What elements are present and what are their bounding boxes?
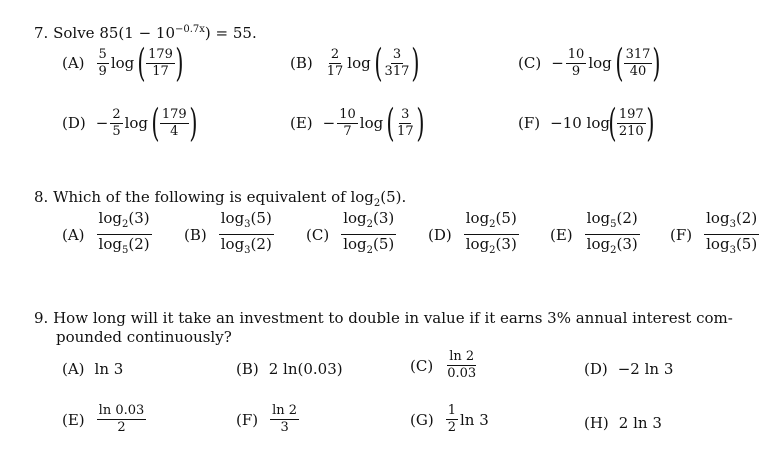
question-text-line2: pounded continuously? <box>56 328 232 346</box>
option-text: −2 ln 3 <box>617 360 674 378</box>
q7-option-a[interactable]: (A) $\frac{5}{9}$ log ( $\frac{179}{17}$ ) <box>62 41 184 85</box>
log-ratio: $\frac{\log_2(3)}{\log_5(2)}$ <box>98 209 150 256</box>
option-label: (B) <box>184 225 207 244</box>
q9-option-c[interactable] <box>410 350 480 381</box>
q9-option-d[interactable] <box>584 360 673 378</box>
sign: − <box>322 114 336 132</box>
option-text: ln 3 <box>459 410 489 429</box>
q7-option-f[interactable]: (F) −10 log ( $\frac{197}{210}$ ) <box>518 101 655 145</box>
log-ratio: $\frac{\log_3(2)}{\log_3(5)}$ <box>706 209 758 256</box>
log-ratio: $\frac{\log_3(5)}{\log_3(2)}$ <box>220 209 272 256</box>
option-label: (B) <box>290 54 313 72</box>
question-text: Which of the following is equivalent of log <box>53 188 374 206</box>
question-tail: (5). <box>380 188 407 206</box>
log-fn: log <box>359 114 384 132</box>
option-text: 2 ln(0.03) <box>268 360 343 378</box>
log-fn: log <box>588 54 612 72</box>
q8-option-f[interactable] <box>670 210 761 259</box>
option-label: (G) <box>410 410 434 429</box>
option-label: (D) <box>428 225 452 244</box>
option-label: (A) <box>62 54 85 72</box>
coefficient-fraction: $\frac{2}{5}$ <box>112 106 121 139</box>
argument-fraction: $\frac{179}{17}$ <box>148 46 173 79</box>
question-number: 8. <box>34 188 49 206</box>
coefficient-fraction: $\frac{2}{17}$ <box>326 46 344 79</box>
argument-fraction: $\frac{3}{317}$ <box>384 46 410 79</box>
log-fn: log <box>110 54 135 72</box>
argument-fraction: $\frac{197}{210}$ <box>618 106 644 139</box>
q9-option-h[interactable] <box>584 414 662 432</box>
sign: − <box>551 54 564 72</box>
option-label: (F) <box>236 410 259 429</box>
option-label: (C) <box>518 54 542 72</box>
log-ratio: $\frac{\log_2(5)}{\log_2(3)}$ <box>465 209 517 256</box>
question-text: Solve 85(1 − 10 <box>53 24 175 42</box>
argument-fraction: $\frac{3}{17}$ <box>397 106 414 139</box>
option-label: (D) <box>584 360 608 378</box>
option-label: (C) <box>410 356 434 375</box>
coefficient: −10 log <box>550 114 610 132</box>
log-ratio: $\frac{\log_2(3)}{\log_2(5)}$ <box>343 209 395 256</box>
q7-option-c[interactable]: (C) − $\frac{10}{9}$ log ( $\frac{317}{40}$ ) <box>518 41 661 85</box>
coefficient-fraction: $\frac{10}{9}$ <box>567 46 585 79</box>
option-fraction: $\frac{\ln 0.03}{2}$ <box>98 403 145 435</box>
question-tail: ) = 55. <box>204 24 257 42</box>
q9-option-g[interactable] <box>410 404 489 435</box>
q9-option-b[interactable] <box>236 360 343 378</box>
coefficient-fraction: $\frac{5}{9}$ <box>98 46 107 79</box>
argument-fraction: $\frac{317}{40}$ <box>625 46 651 79</box>
option-label: (H) <box>584 414 609 432</box>
option-fraction: $\frac{\ln 2}{3}$ <box>272 403 298 435</box>
argument-fraction: $\frac{179}{4}$ <box>161 106 187 139</box>
log-fn: log <box>124 114 149 132</box>
option-label: (D) <box>62 114 86 132</box>
q7-option-d[interactable]: (D) − $\frac{2}{5}$ log ( $\frac{179}{4}$ ) <box>62 101 198 145</box>
option-label: (A) <box>62 225 85 244</box>
option-label: (C) <box>306 225 330 244</box>
option-text: 2 ln 3 <box>618 414 662 432</box>
option-label: (E) <box>290 114 313 132</box>
question-7 <box>34 20 257 43</box>
q9-option-e[interactable] <box>62 404 148 435</box>
question-number: 9. <box>34 309 49 327</box>
log-fn: log <box>347 54 371 72</box>
option-fraction: $\frac{1}{2}$ <box>447 403 456 435</box>
sign: − <box>95 114 109 132</box>
q9-option-a[interactable] <box>62 360 123 378</box>
question-9 <box>34 309 733 328</box>
option-label: (E) <box>550 225 573 244</box>
q8-option-d[interactable] <box>428 210 521 259</box>
q8-option-a[interactable] <box>62 210 154 259</box>
q7-option-e[interactable]: (E) − $\frac{10}{7}$ log ( $\frac{3}{17}$ ) <box>290 101 425 145</box>
q9-option-f[interactable] <box>236 404 301 435</box>
log-base: 2 <box>373 198 381 209</box>
option-label: (F) <box>518 114 541 132</box>
option-label: (A) <box>62 360 85 378</box>
q8-option-e[interactable] <box>550 210 642 259</box>
coefficient-fraction: $\frac{10}{7}$ <box>339 106 356 139</box>
question-9-cont <box>56 328 232 347</box>
option-text: ln 3 <box>94 360 124 378</box>
q8-option-c[interactable] <box>306 210 398 259</box>
q7-option-b[interactable]: (B) $\frac{2}{17}$ log ( $\frac{3}{317}$ ) <box>290 41 420 85</box>
q8-option-b[interactable] <box>184 210 276 259</box>
log-ratio: $\frac{\log_5(2)}{\log_2(3)}$ <box>586 209 638 256</box>
option-label: (E) <box>62 410 85 429</box>
question-number: 7. <box>34 24 49 42</box>
option-fraction: $\frac{\ln 2}{0.03}$ <box>447 349 477 381</box>
question-text-line1: How long will it take an investment to double in value if it earns 3% annual interest com- <box>53 309 733 327</box>
exponent: −0.7x <box>175 24 205 35</box>
option-label: (B) <box>236 360 259 378</box>
option-label: (F) <box>670 225 693 244</box>
